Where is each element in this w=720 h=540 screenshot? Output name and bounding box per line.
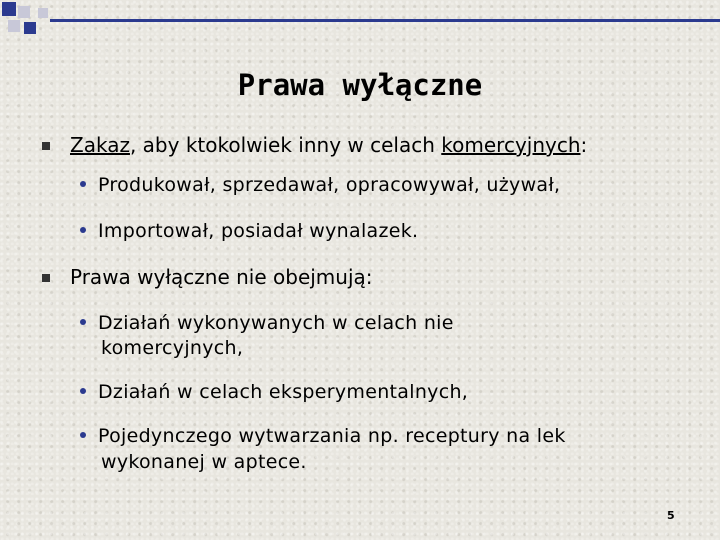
bullet-1-text: Zakaz, aby ktokolwiek inny w celach komercyjnych: xyxy=(70,133,588,157)
page-number: 5 xyxy=(667,509,675,522)
deco-square-dark xyxy=(2,2,16,16)
deco-square-light xyxy=(18,6,30,18)
subitem-2-3: Pojedynczego wytwarzania np. receptury na lek xyxy=(80,425,566,447)
bullet-dot xyxy=(80,319,86,325)
deco-square-dark xyxy=(24,22,36,34)
slide-title: Prawa wyłączne xyxy=(237,68,483,102)
subitem-2-1: Działań wykonywanych w celach nie xyxy=(80,312,454,334)
subitem-2-3-continued: wykonanej w aptece. xyxy=(101,451,307,473)
deco-square-light xyxy=(8,20,20,32)
header-decoration xyxy=(0,0,720,40)
subitem-1-2: Importował, posiadał wynalazek. xyxy=(80,220,418,242)
bullet-square xyxy=(42,142,50,150)
bullet-square xyxy=(42,274,50,282)
bullet-2-text: Prawa wyłączne nie obejmują: xyxy=(70,265,373,289)
subitem-2-2: Działań w celach eksperymentalnych, xyxy=(80,381,468,403)
deco-square-light xyxy=(38,8,48,18)
header-rule xyxy=(50,19,720,22)
bullet-dot xyxy=(80,227,86,233)
subitem-1-1: Produkował, sprzedawał, opracowywał, używał, xyxy=(80,174,560,196)
term-zakaz: Zakaz xyxy=(70,133,130,157)
subitem-2-1-continued: komercyjnych, xyxy=(101,337,244,359)
bullet-dot xyxy=(80,432,86,438)
bullet-dot xyxy=(80,388,86,394)
term-komercyjnych: komercyjnych xyxy=(441,133,581,157)
bullet-dot xyxy=(80,181,86,187)
